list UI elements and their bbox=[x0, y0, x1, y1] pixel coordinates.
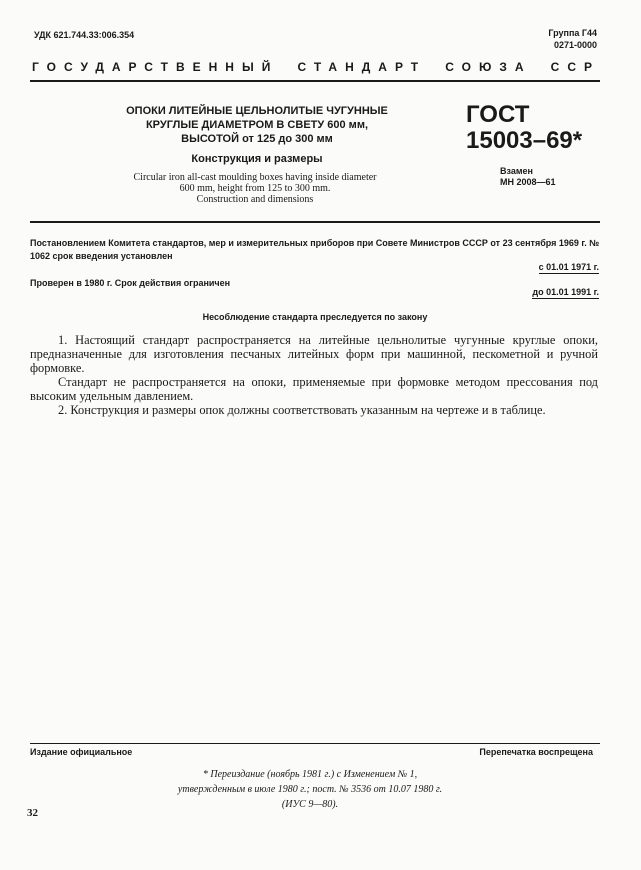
title-line-2: КРУГЛЫЕ ДИАМЕТРОМ В СВЕТУ 600 мм, bbox=[145, 119, 369, 131]
footnote-line-3: (ИУС 9—80). bbox=[281, 799, 339, 810]
gost-designation bbox=[466, 102, 606, 154]
group-label: Группа Г44 bbox=[548, 28, 597, 38]
udk-code: УДК 621.744.33:006.354 bbox=[34, 30, 135, 40]
banner-word-3: СОЮЗА bbox=[445, 60, 532, 74]
replaces-label: Взамен bbox=[500, 166, 533, 176]
footnote-line-1: * Переиздание (ноябрь 1981 г.) с Изменением № 1, bbox=[202, 769, 418, 780]
banner-rule bbox=[30, 80, 600, 82]
replaces-value: МН 2008—61 bbox=[500, 177, 556, 187]
paragraph-1: 1. Настоящий стандарт распространяется на литейные цельнолитые чугунные круглые опоки, предназначенные для изготовления песчаных литейных форм при машинной, пескометной и ручной формовке. bbox=[30, 333, 598, 375]
gost-label: ГОСТ bbox=[466, 101, 530, 128]
paragraph-2: Стандарт не распространяется на опоки, применяемые при формовке методом прессования под высоким удельным давлением. bbox=[30, 375, 598, 403]
title-line-1: ОПОКИ ЛИТЕЙНЫЕ ЦЕЛЬНОЛИТЫЕ ЧУГУННЫЕ bbox=[126, 105, 388, 117]
banner-word-4: ССР bbox=[550, 60, 600, 74]
body-text bbox=[30, 333, 598, 417]
group-code bbox=[548, 27, 597, 51]
title-line-3: ВЫСОТОЙ от 125 до 300 мм bbox=[181, 133, 333, 145]
state-standard-banner bbox=[32, 60, 600, 74]
banner-word-1: ГОСУДАРСТВЕННЫЙ bbox=[32, 60, 279, 74]
checked-note: Проверен в 1980 г. Срок действия ограничен bbox=[30, 278, 231, 288]
document-title-en bbox=[105, 172, 405, 205]
reprint-prohibited-label: Перепечатка воспрещена bbox=[479, 747, 593, 757]
official-edition-label: Издание официальное bbox=[30, 747, 133, 757]
paragraph-3: 2. Конструкция и размеры опок должны соответствовать указанным на чертеже и в таблице. bbox=[58, 403, 546, 417]
title-en-line-1: Circular iron all-cast moulding boxes having inside diameter bbox=[133, 172, 377, 183]
header-bottom-rule bbox=[30, 221, 600, 223]
document-subtitle-ru: Конструкция и размеры bbox=[191, 153, 323, 165]
page-number: 32 bbox=[27, 807, 38, 819]
effective-to-date: до 01.01 1991 г. bbox=[532, 287, 599, 297]
decree-text: Постановлением Комитета стандартов, мер и измерительных приборов при Совете Министров СССР от 23 сентября 1969 г. № 1062 срок введения установлен bbox=[30, 238, 600, 261]
title-en-line-3: Construction and dimensions bbox=[196, 194, 314, 205]
footer-rule bbox=[30, 743, 600, 744]
banner-word-2: СТАНДАРТ bbox=[297, 60, 427, 74]
effective-from-date: с 01.01 1971 г. bbox=[538, 262, 599, 272]
replaces-block bbox=[500, 166, 556, 188]
reissue-footnote bbox=[160, 767, 460, 812]
document-title-ru bbox=[112, 104, 402, 146]
classification-code: 0271-0000 bbox=[553, 40, 597, 50]
legal-warning: Несоблюдение стандарта преследуется по закону bbox=[202, 312, 428, 322]
footnote-line-2: утвержденным в июле 1980 г.; пост. № 3536 от 10.07 1980 г. bbox=[177, 784, 443, 795]
title-en-line-2: 600 mm, height from 125 to 300 mm. bbox=[179, 183, 331, 194]
gost-number: 15003–69* bbox=[466, 127, 583, 154]
